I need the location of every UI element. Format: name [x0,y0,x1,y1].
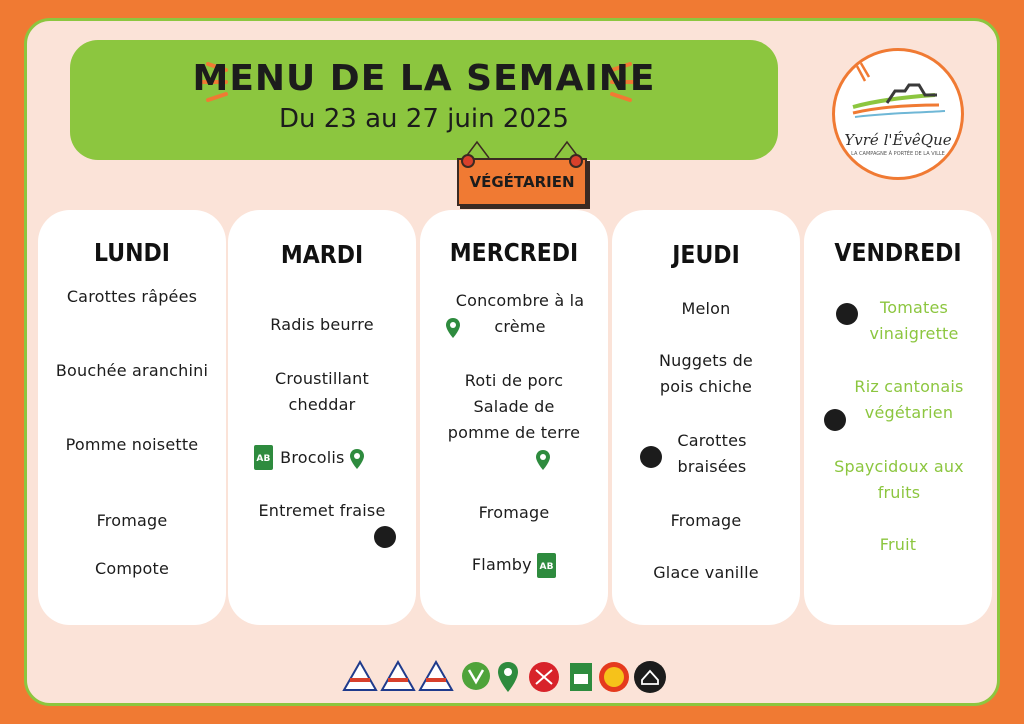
day-column-mercredi [420,210,608,625]
logo-name: Yvré l'ÉvêQue [844,131,952,149]
local-pin-icon [446,318,460,338]
day-column-mardi [228,210,416,625]
menu-item-row [258,498,386,524]
local-pin-icon [498,662,518,692]
logo-landscape-icon [835,51,964,131]
sign-pin-right [569,154,583,168]
menu-item: Carottes braisées [677,431,747,476]
logo-tagline: LA CAMPAGNE À PORTÉE DE LA VILLE [851,151,945,157]
page-title: MENU DE LA SEMAINE [192,58,656,99]
local-pin-icon [536,450,550,470]
day-column-jeudi [612,210,800,625]
menu-item: Roti de porc Salade de pomme de terre [447,371,581,442]
agriculture-biologique-icon [570,663,592,691]
menu-item: Brocolis [280,448,345,467]
menu-item: Spaycidoux aux fruits [834,457,964,502]
menu-item: Concombre à la crème [455,291,585,336]
menu-item: Riz cantonais végétarien [854,377,964,422]
town-logo [832,48,964,180]
day-name: MERCREDI [449,238,579,267]
menu-item: Tomates vinaigrette [869,298,959,343]
volaille-francaise-icon [420,662,452,690]
local-pin-icon [350,449,364,469]
menu-item: Bouchée aranchini [55,361,209,380]
menu-item: Compote [94,559,169,578]
menu-item: Fromage [96,511,168,530]
menu-item: Fromage [478,503,550,522]
menu-item: Glace vanille [653,563,759,582]
menu-item: Flamby [471,555,532,574]
viande-porcine-francaise-icon [344,662,376,690]
fait-maison-icon [634,661,666,693]
organic-ab-icon: AB [537,553,556,578]
menu-item: Nuggets de pois chiche [659,351,753,396]
sign-pin-left [461,154,475,168]
menu-item-row [228,445,416,471]
day-name: JEUDI [672,240,740,269]
menu-item: Croustillant cheddar [275,369,369,414]
label-rouge-icon [529,662,559,692]
day-name: LUNDI [94,238,170,267]
menu-item: Carottes râpées [66,287,198,306]
vegetarian-tag: VÉGÉTARIEN [457,158,587,206]
aop-icon [599,662,629,692]
menu-item: Fromage [670,511,742,530]
day-name: VENDREDI [834,238,962,267]
fait-maison-icon [374,526,396,548]
menu-item: Melon [681,299,731,318]
day-name: MARDI [280,240,364,269]
viande-bovine-francaise-icon [382,662,414,690]
menu-item: Entremet fraise [258,501,386,520]
menu-item: Fruit [879,535,917,554]
menu-item: Radis beurre [270,315,374,334]
date-range: Du 23 au 27 juin 2025 [279,104,569,134]
quality-labels-bar [340,660,680,694]
day-column-lundi [38,210,226,625]
menu-item-row [420,552,608,578]
menu-item: Pomme noisette [65,435,199,454]
vegetarien-icon [462,662,490,690]
day-column-vendredi [804,210,992,625]
organic-ab-icon: AB [254,445,273,470]
